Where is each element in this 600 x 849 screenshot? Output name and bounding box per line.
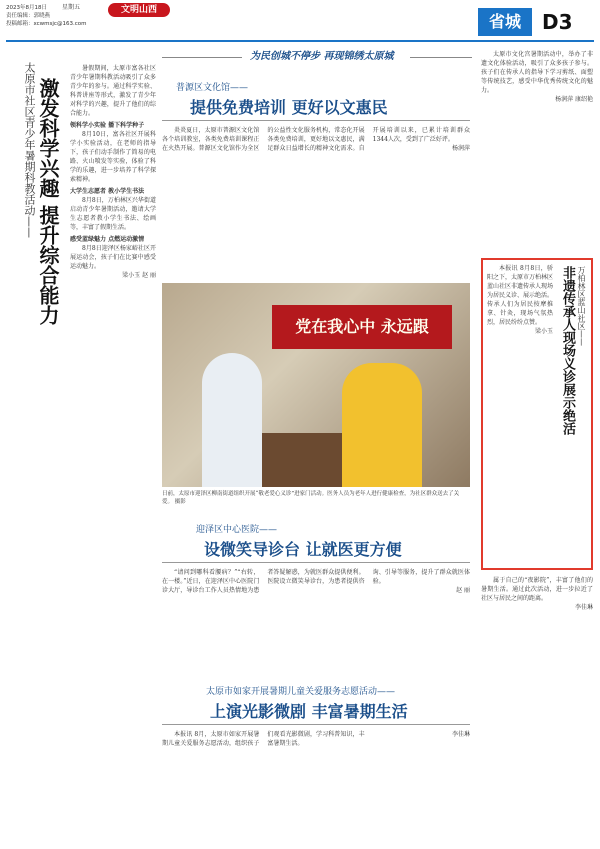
right-paragraph: 太原市文化宫暑期活动中，举办了非遗文化体验活动，吸引了众多孩子参与。孩子们在传承人的指导下学习剪纸、面塑等传统技艺，感受中华优秀传统文化的魅力。: [481, 51, 593, 94]
left-paragraph: 8月8日，万柏林区兴华街道启动青少年暑期活动，邀请大学生志愿者教小学生书法、绘画等，丰富了假期生活。: [70, 197, 156, 231]
newspaper-logo: 文明山西: [108, 3, 170, 17]
article3-title-rule: [162, 724, 470, 725]
boxed-author: 梁小玉: [534, 328, 553, 335]
news-photo: [162, 283, 470, 487]
article1-paragraph: 炎炎夏日，太原市普源区文化馆各个培训教室，各类免费培训课程正在火热开展。普源区文化馆作为全区的公益性文化服务机构，常态化开展各类免费培训，更好地以文惠民，满足群众日益增长的精神文化需求。自开展培训以来，已累计培训群众1344人次，受到了广泛好评。: [162, 127, 470, 152]
article3-body: [162, 730, 470, 844]
right-lower-author: 李佳琳: [574, 604, 593, 611]
weekday: 星期五: [62, 4, 81, 11]
article1-author: 杨润萍: [451, 145, 470, 152]
article2-kicker: 迎泽区中心医院——: [196, 525, 278, 535]
article1-title: 提供免费培训 更好以文惠民: [190, 98, 388, 117]
photo-banner: 党在我心中 永远跟: [272, 305, 452, 349]
article1-kicker: 普源区文化馆——: [176, 83, 249, 93]
editor-line: 责任编辑：郭晓燕: [6, 13, 51, 19]
photo-courier-shape: [342, 363, 422, 487]
slogan-rule-left: [162, 57, 242, 58]
article2-body: [162, 568, 470, 680]
left-paragraph: 8月10日，富各社区开展科学小实验活动，在老师的指导下，孩子们动手制作了简易的电路、火山喷发等实验，体验了科学的乐趣，进一步培养了科学探索精神。: [70, 131, 156, 183]
masthead-rule: [6, 40, 594, 42]
article1-title-rule: [162, 120, 470, 121]
slogan-rule-right: [410, 57, 472, 58]
right-article-body: [481, 50, 593, 254]
boxed-location: 万柏林区蓝山社区——: [577, 266, 586, 346]
boxed-paragraph: 本报讯 8月8日，骄阳之下，太原市万柏林区蓝山社区非遗传承人现场为居民义诊、展示绝活。传承人们为居民按摩推拿、针灸，现场气氛热烈，居民纷纷点赞。: [487, 265, 553, 326]
article3-title: 上演光影微剧 丰富暑期生活: [210, 702, 408, 721]
left-headline: 激发科学兴趣 提升综合能力: [36, 78, 60, 325]
article2-title-rule: [162, 562, 470, 563]
left-author: 梁小玉 赵 丽: [122, 272, 156, 279]
article3-paragraph: 本报讯 8月，太原市如家开展暑期儿童关爱服务志愿活动，组织孩子们观看光影微剧，学习科普知识，丰富暑期生活。: [162, 731, 365, 747]
left-paragraph: 8月8日迎泽区杨家峪社区开展运动会，孩子们在比赛中感受运动魅力。: [70, 245, 156, 270]
boxed-title: 非遗传承人现场义诊展示绝活: [560, 266, 575, 435]
photo-caption: 日前，太原市迎泽区柳南街道组织开展“敬老爱心义诊”进家门活动。医务人员为老年人进行健康检查，为社区群众送去了关爱。 摄影: [162, 491, 460, 505]
boxed-body: [487, 264, 553, 564]
issue-date: 2023年8月18日: [6, 5, 47, 11]
right-lower-paragraph: 属于自己的“夜影院”，丰富了他们的暑期生活。通过此次活动，进一步拉近了社区与居民之间的距离。: [481, 577, 593, 602]
article2-author: 赵 丽: [456, 587, 470, 594]
article3-kicker: 太原市如家开展暑期儿童关爱服务志愿活动——: [206, 687, 396, 697]
article2-paragraph: “请问到哪科看腰病？”“右转，在一楼。”近日，在迎泽区中心医院门诊大厅，导诊台工作人员热情地为患者答疑解惑，为就医群众提供便利。医院设立微笑导诊台，为患者提供咨询、引导等服务，提升了群众就医体验。: [162, 569, 470, 594]
photo-nurse-shape: [202, 353, 262, 487]
right-lower-body: [481, 576, 593, 844]
left-subheading-3: 感受蓝绿魅力 点燃运动激情: [70, 236, 145, 243]
left-subheading-1: 领科学小实验 播下科学种子: [70, 122, 145, 129]
article2-title: 设微笑导诊台 让就医更方便: [204, 540, 402, 559]
article3-author: 李佳琳: [451, 731, 470, 738]
section-label: 省城: [478, 8, 532, 36]
left-article-body: [70, 64, 156, 844]
right-author: 杨润萍 康绍艳: [555, 96, 593, 103]
left-paragraph: 暑假期间，太原市富各社区青少年暑期科教活动吸引了众多青少年的参与。通过科学实验、科普讲座等形式，激发了青少年对科学的兴趣，提升了他们的综合能力。: [70, 65, 156, 117]
email-line: 投稿邮箱：xcwmsjc@163.com: [6, 21, 87, 27]
left-subhead: 太原市社区青少年暑期科教活动——: [23, 62, 36, 238]
article1-body: [162, 126, 470, 278]
page-number: D3: [542, 10, 573, 34]
slogan: 为民创城不停步 再现锦绣太原城: [250, 51, 394, 62]
masthead: [0, 0, 600, 46]
boxed-article: [481, 258, 593, 570]
left-subheading-2: 大学生志愿者 教小学生书法: [70, 188, 145, 195]
